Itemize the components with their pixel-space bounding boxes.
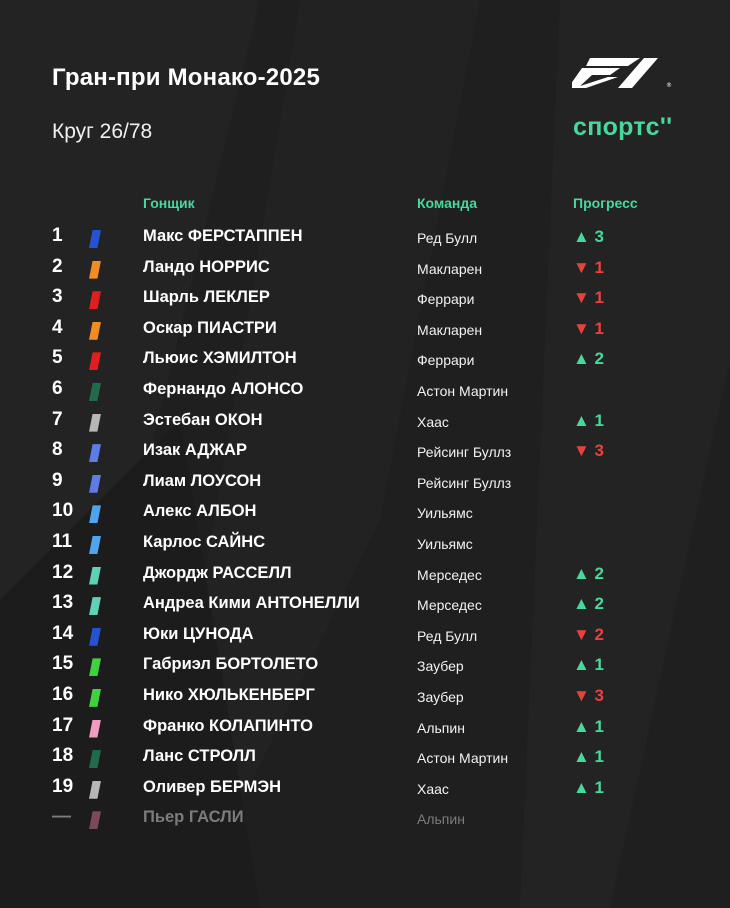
position: 12 [52,561,74,583]
driver-name: Фернандо АЛОНСО [143,379,304,398]
team-color-stripe [89,352,101,370]
driver-name: Андреа Кими АНТОНЕЛЛИ [143,594,360,613]
team-color-stripe [89,383,101,401]
table-row [0,377,730,408]
position: 15 [52,653,74,675]
team-color-stripe [89,597,101,615]
driver-name: Шарль ЛЕКЛЕР [143,288,270,307]
team-name: Феррари [417,291,475,308]
table-row [0,683,730,714]
progress-indicator: ▼ 2 [573,624,605,644]
team-name: Мерседес [417,566,482,583]
team-color-stripe [89,720,101,738]
driver-name: Макс ФЕРСТАППЕН [143,227,303,245]
position: 19 [52,775,74,797]
table-row [0,438,730,469]
team-name: Хаас [417,780,449,797]
driver-name: Алекс АЛБОН [143,502,257,521]
progress-indicator: ▲ 1 [573,777,605,797]
table-row-retired [0,805,730,836]
team-name: Заубер [417,658,464,675]
position: 2 [52,255,63,277]
team-color-stripe [89,628,101,646]
driver-name: Лиам ЛОУСОН [143,471,262,490]
driver-name: Оливер БЕРМЭН [143,777,282,796]
position: 7 [52,408,63,430]
team-name: Уильямс [417,535,473,552]
driver-name: Ланс СТРОЛЛ [143,747,256,766]
progress-indicator: ▼ 1 [573,288,605,308]
position: 5 [52,347,63,369]
team-color-stripe [89,567,101,585]
svg-text:®: ® [666,82,672,88]
team-color-stripe [89,414,101,432]
driver-name: Пьер ГАСЛИ [143,808,244,827]
progress-indicator: ▲ 2 [573,349,605,369]
position: 4 [52,316,63,338]
driver-name: Франко КОЛАПИНТО [143,716,313,735]
team-color-stripe [89,505,101,523]
standings-list [0,224,730,836]
page-title: Гран-при Монако-2025 [52,64,320,91]
team-name: Феррари [417,352,475,369]
column-header-progress: Прогресс [573,195,638,211]
team-color-stripe [89,658,101,676]
position: 18 [52,745,74,767]
team-name: Рейсинг Буллз [417,444,512,461]
table-row [0,224,730,255]
driver-name: Оскар ПИАСТРИ [143,318,277,337]
sports-brand-logo: спортс'' [573,113,673,141]
position: — [52,806,71,828]
table-row [0,775,730,806]
position: 1 [52,225,63,246]
team-name: Макларен [417,321,483,338]
progress-indicator: ▲ 2 [573,563,605,583]
team-color-stripe [89,750,101,768]
table-row [0,285,730,316]
driver-name: Габриэл БОРТОЛЕТО [143,655,319,674]
table-row [0,714,730,745]
column-header-driver: Гонщик [143,195,195,211]
team-color-stripe [89,322,101,340]
f1-logo-icon [572,58,680,88]
progress-indicator: ▼ 1 [573,257,605,277]
progress-indicator: ▲ 3 [573,227,605,246]
driver-name: Изак АДЖАР [143,441,247,460]
progress-indicator: ▲ 1 [573,747,605,767]
position: 11 [52,530,73,552]
team-name: Рейсинг Буллз [417,474,512,491]
table-row [0,469,730,500]
progress-indicator: ▲ 1 [573,716,605,736]
team-color-stripe [89,536,101,554]
team-color-stripe [89,291,101,309]
table-row [0,530,730,561]
driver-name: Эстебан ОКОН [143,410,263,429]
progress-indicator: ▲ 2 [573,594,605,614]
position: 6 [52,377,63,399]
team-color-stripe [89,475,101,493]
team-name: Мерседес [417,597,482,614]
position: 3 [52,286,63,308]
team-name: Астон Мартин [417,382,509,399]
position: 9 [52,469,63,491]
team-name: Ред Булл [417,230,478,246]
progress-indicator: ▼ 1 [573,318,605,338]
team-color-stripe [89,261,101,279]
table-row [0,316,730,347]
progress-indicator: ▲ 1 [573,655,605,675]
team-name: Хаас [417,413,449,430]
driver-name: Джордж РАССЕЛЛ [143,563,292,582]
team-name: Альпин [417,719,465,736]
driver-name: Юки ЦУНОДА [143,624,254,643]
progress-indicator: ▲ 1 [573,410,605,430]
table-row [0,622,730,653]
team-name: Альпин [417,811,465,828]
team-name: Уильямс [417,505,473,522]
driver-name: Нико ХЮЛЬКЕНБЕРГ [143,685,315,704]
position: 17 [52,714,74,736]
table-row [0,591,730,622]
table-row [0,499,730,530]
table-row [0,408,730,439]
driver-name: Льюис ХЭМИЛТОН [143,349,297,368]
team-color-stripe [89,811,101,829]
table-row [0,652,730,683]
table-row [0,561,730,592]
team-color-stripe [89,689,101,707]
team-name: Макларен [417,260,483,277]
progress-indicator: ▼ 3 [573,685,605,705]
table-row [0,255,730,286]
team-name: Заубер [417,688,464,705]
lap-counter: Круг 26/78 [52,120,153,143]
position: 10 [52,500,74,522]
team-color-stripe [89,444,101,462]
column-header-team: Команда [417,195,477,211]
position: 14 [52,622,74,644]
team-color-stripe [89,230,101,248]
team-color-stripe [89,781,101,799]
position: 8 [52,439,63,461]
position: 13 [52,592,74,614]
progress-indicator: ▼ 3 [573,441,605,461]
table-row [0,744,730,775]
position: 16 [52,683,74,705]
table-row [0,346,730,377]
driver-name: Ландо НОРРИС [143,257,270,276]
team-name: Ред Булл [417,627,478,644]
team-name: Астон Мартин [417,750,509,767]
driver-name: Карлос САЙНС [143,532,266,551]
